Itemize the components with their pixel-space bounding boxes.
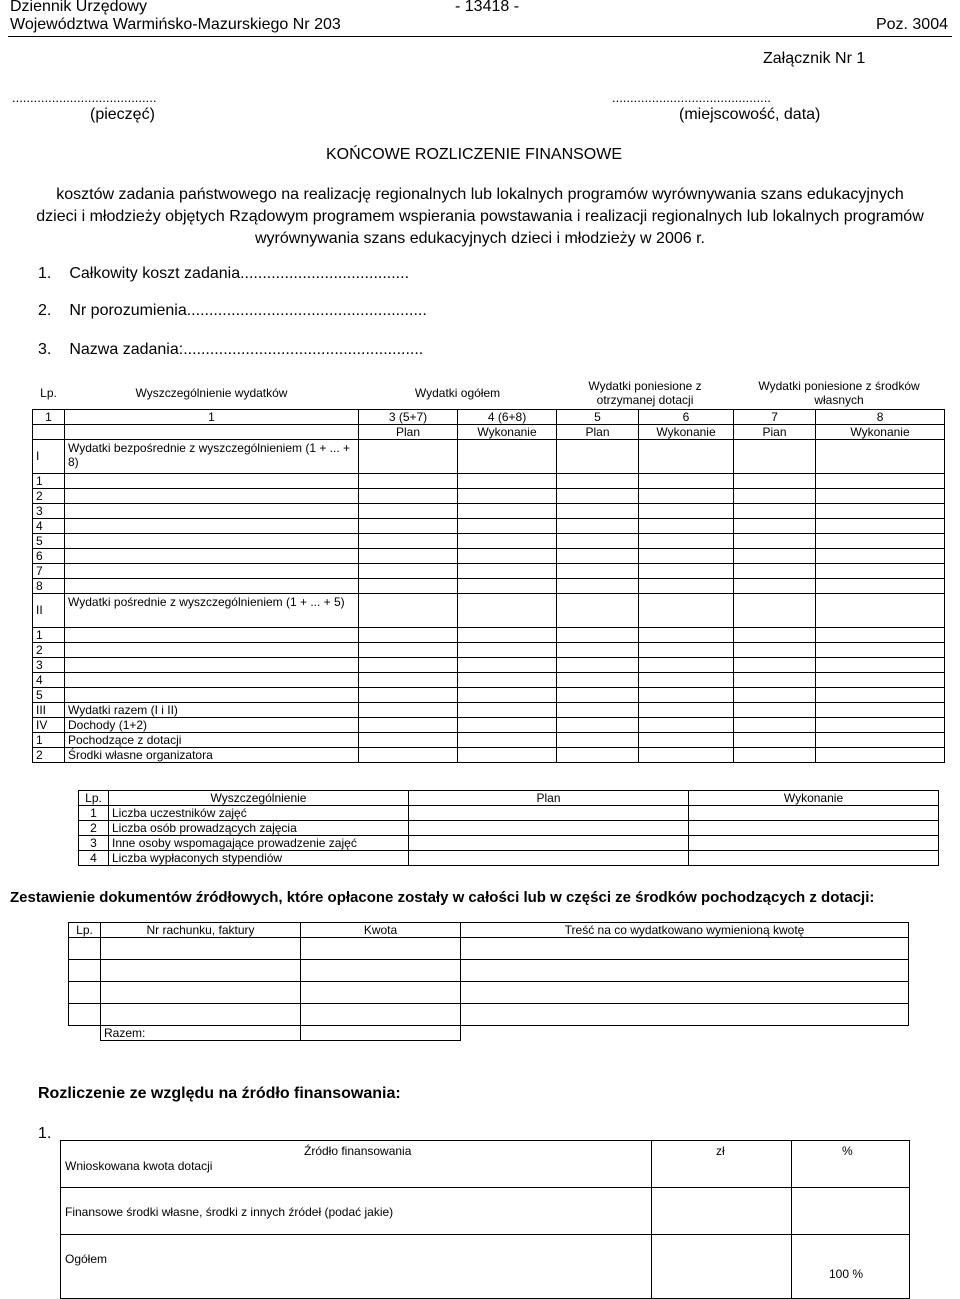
subtitle-line: dzieci i młodzieży objętych Rządowym programem wspierania powstawania i realizacji regionalnych lub lokalnych programów bbox=[36, 208, 924, 225]
table-row: 8 bbox=[33, 578, 945, 593]
cell: Plan bbox=[359, 424, 458, 439]
table-row: 5 bbox=[33, 533, 945, 548]
annex-label: Załącznik Nr 1 bbox=[763, 50, 866, 67]
cell: Wykonanie bbox=[458, 424, 557, 439]
own-funds-label: Finansowe środki własne, środki z innych źródeł (podać jakie) bbox=[65, 1205, 394, 1219]
table-row bbox=[69, 960, 909, 982]
table-row: 7 bbox=[33, 563, 945, 578]
field-agreement-number: 2. Nr porozumienia...................................................... bbox=[38, 302, 427, 319]
position-number: Poz. 3004 bbox=[875, 16, 948, 33]
cell: 1 bbox=[33, 409, 65, 424]
table-row bbox=[69, 938, 909, 960]
cell: Wykonanie bbox=[816, 424, 945, 439]
column-divider bbox=[651, 1141, 652, 1298]
document-title: KOŃCOWE ROZLICZENIE FINANSOWE bbox=[326, 146, 623, 163]
table-row: IV Dochody (1+2) bbox=[33, 717, 945, 732]
participants-header-row: Lp. Wyszczególnienie Plan Wykonanie bbox=[79, 791, 939, 806]
expenses-number-row bbox=[33, 409, 945, 424]
table-row: 1 Pochodzące z dotacji bbox=[33, 732, 945, 747]
table-row: 1 Liczba uczestników zajęć bbox=[79, 806, 939, 821]
table-row: 4 Liczba wypłaconych stypendiów bbox=[79, 851, 939, 866]
field-total-cost: 1. Całkowity koszt zadania...................................... bbox=[38, 265, 410, 282]
cell: 5 bbox=[557, 409, 639, 424]
expenses-table bbox=[32, 378, 945, 763]
total-percent: 100 % bbox=[829, 1267, 864, 1281]
header-specification: Wyszczególnienie wydatków bbox=[135, 386, 288, 401]
funding-table bbox=[60, 1140, 910, 1299]
table-row bbox=[69, 1004, 909, 1026]
cell: 3 (5+7) bbox=[359, 409, 458, 424]
place-date-label: (miejscowość, data) bbox=[679, 106, 821, 123]
table-row: 4 bbox=[33, 672, 945, 687]
expenses-header-row bbox=[33, 378, 945, 409]
cell: Wykonanie bbox=[639, 424, 734, 439]
participants-table bbox=[78, 790, 939, 866]
expenses-plan-row bbox=[33, 424, 945, 439]
subtitle-line: wyrównywania szans edukacyjnych dzieci i młodzieży w 2006 r. bbox=[255, 230, 705, 247]
header-pln: zł bbox=[716, 1144, 725, 1158]
documents-header-row: Lp. Nr rachunku, faktury Kwota Treść na co wydatkowano wymienioną kwotę bbox=[69, 923, 909, 938]
subtitle-line: kosztów zadania państwowego na realizację regionalnych lub lokalnych programów wyrównywania szans edukacyjnych bbox=[56, 186, 904, 203]
table-row: 2 Środki własne organizatora bbox=[33, 747, 945, 762]
table-row: 6 bbox=[33, 548, 945, 563]
table-row: 3 bbox=[33, 657, 945, 672]
funding-number: 1. bbox=[38, 1125, 52, 1142]
table-row: I Wydatki bezpośrednie z wyszczególnieniem (1 + ... + 8) bbox=[33, 439, 945, 473]
header-source: Źródło finansowania bbox=[304, 1144, 412, 1158]
column-divider bbox=[791, 1141, 792, 1298]
field-task-name: 3. Nazwa zadania:...................................................... bbox=[38, 341, 424, 358]
header-subsidy: Wydatki poniesione z otrzymanej dotacji bbox=[588, 379, 702, 408]
documents-heading: Zestawienie dokumentów źródłowych, które opłacone zostały w całości lub w części ze środków pochodzących z dotacji: bbox=[10, 889, 875, 906]
cell: 7 bbox=[734, 409, 816, 424]
funding-row-total bbox=[61, 1235, 909, 1298]
document-subtitle bbox=[0, 184, 960, 250]
total-label: Razem: bbox=[101, 1026, 301, 1041]
documents-total-row bbox=[69, 1026, 909, 1041]
header-divider bbox=[8, 36, 952, 37]
table-row: 5 bbox=[33, 687, 945, 702]
table-row: 2 Liczba osób prowadzących zajęcia bbox=[79, 821, 939, 836]
table-row: 2 bbox=[33, 642, 945, 657]
page-number: - 13418 - bbox=[455, 0, 520, 15]
table-row: III Wydatki razem (I i II) bbox=[33, 702, 945, 717]
header-total: Wydatki ogółem bbox=[414, 386, 501, 401]
table-row: 1 bbox=[33, 627, 945, 642]
journal-name: Dziennik Urzędowy bbox=[10, 0, 147, 15]
table-row: 4 bbox=[33, 518, 945, 533]
header-own-funds: Wydatki poniesione z środków własnych bbox=[758, 379, 920, 408]
table-row: 3 bbox=[33, 503, 945, 518]
header-percent: % bbox=[842, 1144, 853, 1158]
funding-heading: Rozliczenie ze względu na źródło finansowania: bbox=[38, 1085, 401, 1102]
table-row: 3 Inne osoby wspomagające prowadzenie zajęć bbox=[79, 836, 939, 851]
place-date-dots: ............................................ bbox=[612, 90, 771, 105]
header-lp: Lp. bbox=[40, 386, 57, 401]
cell: 1 bbox=[65, 409, 359, 424]
table-row bbox=[69, 982, 909, 1004]
cell: Pian bbox=[734, 424, 816, 439]
requested-subsidy-label: Wnioskowana kwota dotacji bbox=[65, 1159, 213, 1173]
cell: Plan bbox=[557, 424, 639, 439]
table-row: 1 bbox=[33, 473, 945, 488]
cell: 8 bbox=[816, 409, 945, 424]
cell: 6 bbox=[639, 409, 734, 424]
documents-table bbox=[68, 922, 909, 1041]
journal-issue: Województwa Warmińsko-Mazurskiego Nr 203 bbox=[10, 16, 341, 33]
table-row: 2 bbox=[33, 488, 945, 503]
total-label: Ogółem bbox=[65, 1252, 108, 1266]
table-row: II Wydatki pośrednie z wyszczególnieniem (1 + ... + 5) bbox=[33, 593, 945, 627]
cell: 4 (6+8) bbox=[458, 409, 557, 424]
seal-label: (pieczęć) bbox=[90, 106, 155, 123]
seal-dots: ........................................ bbox=[12, 90, 157, 105]
